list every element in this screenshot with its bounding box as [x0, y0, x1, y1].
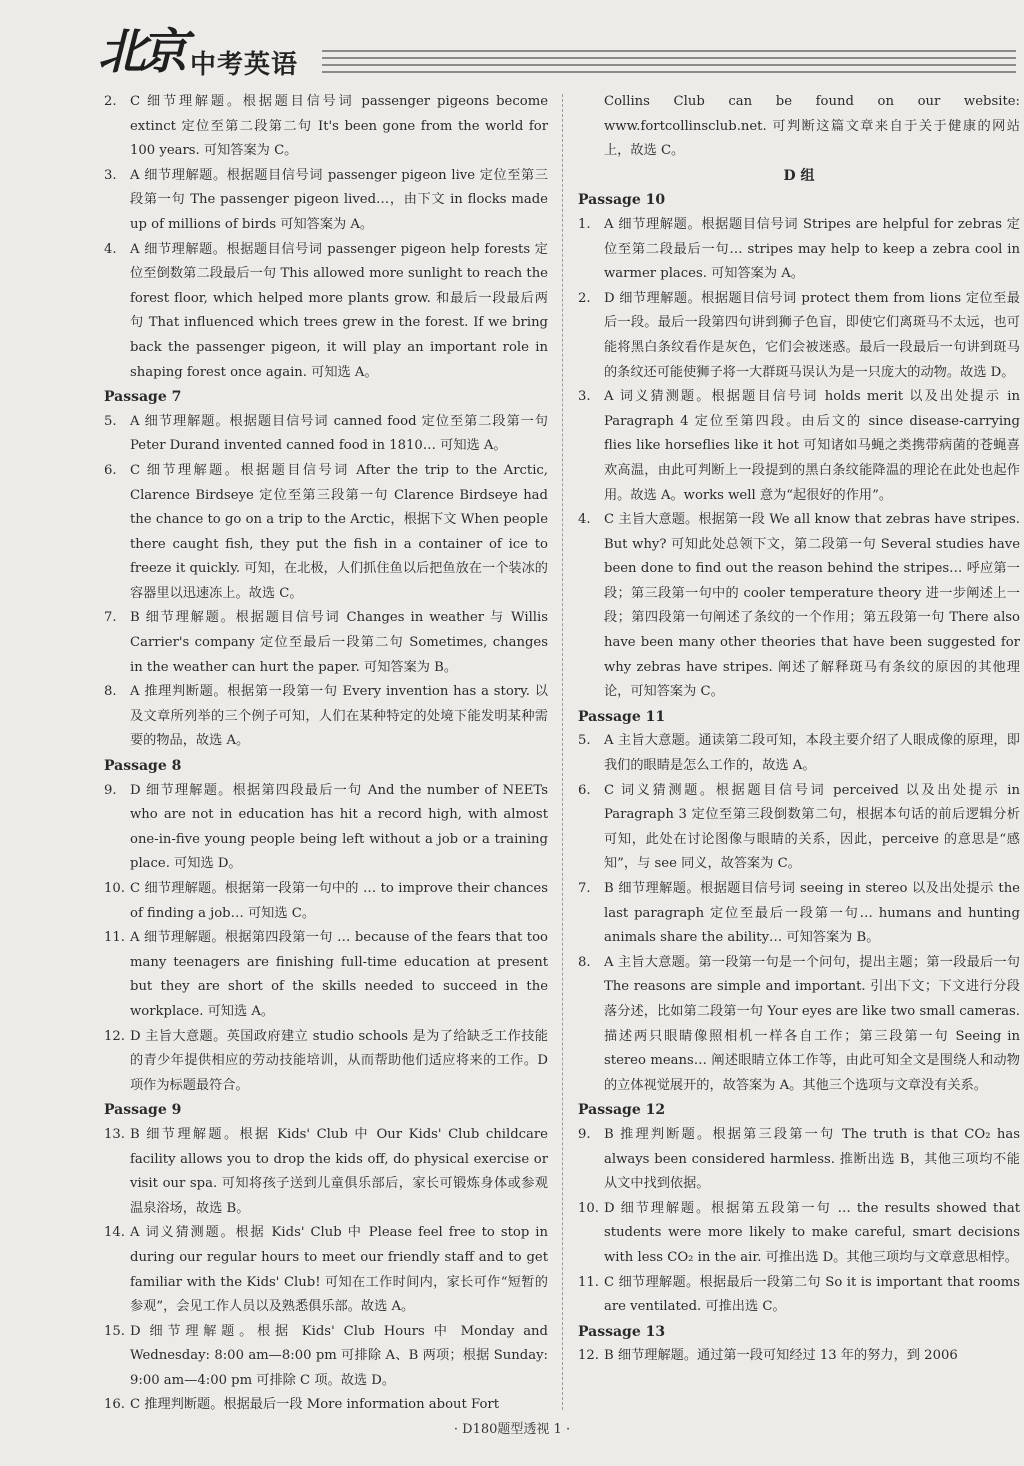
- answer-number: 11.: [104, 930, 125, 946]
- answer-number: 2.: [578, 290, 591, 306]
- passage-heading: Passage 7: [104, 389, 182, 406]
- passage-heading: Passage 11: [578, 708, 666, 725]
- passage-heading: Passage 8: [104, 758, 182, 775]
- answer-item: [578, 877, 1020, 951]
- answer-item: [578, 213, 1020, 287]
- answer-number: 11.: [578, 1274, 599, 1290]
- answer-explanation: A 主旨大意题。第一段第一句是一个问句，提出主题；第一段最后一句 The reasons are simple and important. 引出下文；下文进行分段落分述，比如第二段第一句 Your eyes are like two small cameras. 描述两只眼睛像照相机一样各自工作；第三段第一句 Seeing in stereo means… 阐述眼睛立体工作等，由此可知全文是围绕人和动物的立体视觉展开的，故答案为 A。其他三个选项与文章没有关系。: [604, 954, 1020, 1093]
- answer-explanation: A 词义猜测题。根据题目信号词 holds merit 以及出处提示 in Paragraph 4 定位至第四段。由后文的 since disease-carrying flies like horseflies like it hot 可知诸如马蝇之类携带病菌的苍蝇喜欢高温，由此可判断上一段提到的黑白条纹能降温的理论在此处也起作用。故选 A。works well 意为“起很好的作用”。: [604, 389, 1020, 503]
- answer-explanation: D 细节理解题。根据 Kids' Club Hours 中 Monday and Wednesday: 8:00 am—8:00 pm 可排除 A、B 两项；根据 Sunday: 9:00 am—4:00 pm 可排除 C 项。故选 D。: [130, 1323, 548, 1388]
- answer-number: 1.: [578, 216, 591, 232]
- page-header: [0, 0, 1024, 90]
- answer-explanation: B 推理判断题。根据第三段第一句 The truth is that CO₂ has always been considered harmless. 推断出选 B，其他三项均不能从文中找到依据。: [604, 1126, 1020, 1192]
- answer-number: 16.: [104, 1397, 125, 1413]
- answer-explanation: C 推理判断题。根据最后一段 More information about Fort: [130, 1397, 500, 1413]
- answer-explanation: B 细节理解题。根据 Kids' Club 中 Our Kids' Club childcare facility allows you to drop the kids off, do physical exercise or visit our spa. 可知将孩子送到儿童俱乐部后，家长可锻炼身体或参观温泉浴场，故选 B。: [130, 1126, 548, 1216]
- answer-item: [104, 1025, 548, 1099]
- page-footer: · D180题型透视 1 ·: [453, 1422, 571, 1437]
- answer-item: [104, 90, 548, 164]
- answer-number: 3.: [578, 389, 591, 405]
- answer-item: [578, 1197, 1020, 1271]
- answer-explanation: D 细节理解题。根据第五段第一句 … the results showed that students were more likely to make careful, smart decisions with less CO₂ in the air. 可推出选 D。其他三项均与文章意思相悖。: [604, 1200, 1020, 1265]
- answer-item: [578, 385, 1020, 508]
- answer-explanation: A 细节理解题。根据第四段第一句 … because of the fears that too many teenagers are finishing full-time education at present but they are short of the skills needed to succeed in the workplace. 可知选 A。: [130, 930, 548, 1019]
- answer-item: [104, 926, 548, 1024]
- passage-heading: Passage 12: [578, 1102, 666, 1119]
- answer-number: 2.: [104, 94, 117, 109]
- answer-explanation: D 细节理解题。根据第四段最后一句 And the number of NEETs who are not in education has hit a record high, with almost one-in-five young people being left without a job or a training place. 可知选 D。: [130, 782, 548, 872]
- answer-number: 12.: [104, 1028, 125, 1044]
- group-heading: D 组: [783, 167, 815, 184]
- answer-number: 9.: [104, 782, 117, 798]
- right-column: [578, 90, 1020, 1369]
- answer-explanation: D 主旨大意题。英国政府建立 studio schools 是为了给缺乏工作技能的青少年提供相应的劳动技能培训，从而帮助他们适应将来的工作。D 项作为标题最符合。: [130, 1028, 548, 1093]
- answer-item: [578, 1344, 1020, 1369]
- answer-item: [104, 459, 548, 607]
- answer-number: 13.: [104, 1126, 125, 1142]
- answer-item: [104, 779, 548, 877]
- answer-explanation: A 细节理解题。根据题目信号词 Stripes are helpful for zebras 定位至第二段最后一句… stripes may help to keep a zebra cool in warmer places. 可知答案为 A。: [604, 216, 1020, 282]
- answer-explanation: C 细节理解题。根据第一段第一句中的 … to improve their chances of finding a job… 可知选 C。: [130, 881, 548, 921]
- answer-item: [578, 951, 1020, 1099]
- answer-explanation: C 细节理解题。根据题目信号词 After the trip to the Arctic, Clarence Birdseye 定位至第三段第一句 Clarence Birdseye had the chance to go on a trip to the Arctic，根据下文 When people there caught fish, they put the fish in a container of ice to freeze it quickly. 可知，在北极，人们抓住鱼以后把鱼放在一个装冰的容器里以迅速冻上。故选 C。: [130, 462, 548, 601]
- book-title: 中考英语: [190, 50, 299, 80]
- left-column: [104, 90, 548, 1418]
- answer-item: [578, 779, 1020, 877]
- answer-number: 4.: [104, 241, 117, 257]
- answer-number: 12.: [578, 1348, 599, 1364]
- passage-heading: Passage 13: [578, 1323, 666, 1340]
- answer-number: 14.: [104, 1225, 125, 1241]
- answer-number: 9.: [578, 1126, 591, 1142]
- answer-number: 10.: [104, 881, 125, 896]
- answer-item: [104, 1320, 548, 1394]
- answer-explanation: C 主旨大意题。根据第一段 We all know that zebras have stripes. But why? 可知此处总领下文，第二段第一句 Several studies have been done to find out the reason behind the stripes… 呼应第一段；第三段第一句中的 cooler temperature theory 进一步阐述上一段；第四段第一句阐述了条纹的一个作用；第五段第一句 There also have been many other theories that have been suggested for why zebras have stripes. 阐述了解释斑马有条纹的原因的其他理论，可知答案为 C。: [604, 512, 1020, 700]
- answer-item: [578, 1271, 1020, 1320]
- answer-number: 7.: [104, 610, 117, 626]
- answer-item: [104, 164, 548, 238]
- passage-heading: Passage 10: [578, 192, 666, 209]
- answer-explanation: A 词义猜测题。根据 Kids' Club 中 Please feel free to stop in during our regular hours to meet our friendly staff and to get familiar with the Kids' Club! 可知在工作时间内，家长可作“短暂的参观”，会见工作人员以及熟悉俱乐部。故选 A。: [130, 1225, 548, 1315]
- answer-number: 8.: [578, 954, 591, 970]
- answer-explanation: D 细节理解题。根据题目信号词 protect them from lions 定位至最后一段。最后一段第四句讲到狮子色盲，即使它们离斑马不太远，也可能将黑白条纹看作是灰色，它们会被迷惑。最后一段最后一句讲到斑马的条纹还可能使狮子将一大群斑马误认为是一只庞大的动物。故选 D。: [604, 290, 1020, 380]
- book-logo-script: 北京: [98, 24, 183, 80]
- answer-item: [104, 606, 548, 680]
- answer-item: [104, 1393, 548, 1418]
- answer-item: [104, 680, 548, 754]
- answer-number: 15.: [104, 1323, 125, 1339]
- answer-continuation: Collins Club can be found on our website: www.fortcollinsclub.net. 可判断这篇文章来自于关于健康的网站上，故选 C。: [604, 94, 1020, 159]
- answer-item: [104, 1221, 548, 1319]
- answer-number: 6.: [104, 462, 117, 478]
- answer-explanation: C 词义猜测题。根据题目信号词 perceived 以及出处提示 in Paragraph 3 定位至第三段倒数第二句，根据本句话的前后逻辑分析可知，此处在讨论图像与眼睛的关系，因此，perceive 的意思是“感知”，与 see 同义，故答案为 C。: [604, 782, 1020, 872]
- answer-number: 8.: [104, 684, 117, 700]
- answer-number: 3.: [104, 167, 117, 183]
- answer-explanation: A 主旨大意题。通读第二段可知，本段主要介绍了人眼成像的原理，即我们的眼睛是怎么工作的，故选 A。: [604, 733, 1020, 774]
- answer-item: [104, 1123, 548, 1221]
- answer-item: [104, 410, 548, 459]
- answer-number: 5.: [578, 733, 591, 749]
- answer-explanation: A 细节理解题。根据题目信号词 passenger pigeon help forests 定位至倒数第二段最后一句 This allowed more sunlight to reach the forest floor, which helped more plants grow. 和最后一段最后两句 That influenced which trees grew in the forest. If we bring back the passenger pigeon, it will play an important role in shaping forest once again. 可知选 A。: [130, 241, 548, 380]
- answer-item: [578, 508, 1020, 705]
- answer-explanation: A 细节理解题。根据题目信号词 passenger pigeon live 定位至第三段第一句 The passenger pigeon lived…，由下文 in flocks made up of millions of birds 可知答案为 A。: [130, 167, 548, 232]
- answer-explanation: B 细节理解题。根据题目信号词 Changes in weather 与 Willis Carrier's company 定位至最后一段第二句 Sometimes, changes in the weather can hurt the paper. 可知答案为 B。: [130, 610, 548, 675]
- answer-explanation: B 细节理解题。根据题目信号词 seeing in stereo 以及出处提示 the last paragraph 定位至最后一段第一句… humans and hunting animals share the ability… 可知答案为 B。: [604, 881, 1020, 946]
- answer-explanation: C 细节理解题。根据题目信号词 passenger pigeons become extinct 定位至第二段第二句 It's been gone from the world for 100 years. 可知答案为 C。: [130, 94, 548, 159]
- answer-explanation: C 细节理解题。根据最后一段第二句 So it is important that rooms are ventilated. 可推出选 C。: [604, 1274, 1020, 1315]
- passage-heading: Passage 9: [104, 1102, 182, 1119]
- header-rule: [322, 50, 1016, 78]
- answer-number: 5.: [104, 413, 117, 429]
- answer-item: [578, 287, 1020, 385]
- answer-item: [578, 729, 1020, 778]
- column-divider: [562, 94, 563, 1410]
- answer-explanation: A 推理判断题。根据第一段第一句 Every invention has a story. 以及文章所列举的三个例子可知，人们在某种特定的处境下能发明某种需要的物品，故选 A。: [130, 684, 548, 749]
- answer-number: 6.: [578, 782, 591, 798]
- answer-number: 10.: [578, 1200, 599, 1216]
- answer-explanation: A 细节理解题。根据题目信号词 canned food 定位至第二段第一句 Peter Durand invented canned food in 1810… 可知选 A。: [130, 413, 548, 454]
- answer-explanation: B 细节理解题。通过第一段可知经过 13 年的努力，到 2006: [604, 1348, 958, 1364]
- answer-number: 7.: [578, 881, 591, 896]
- answer-item: [578, 1123, 1020, 1197]
- answer-item: [104, 877, 548, 926]
- answer-number: 4.: [578, 512, 591, 528]
- answer-item: [104, 238, 548, 386]
